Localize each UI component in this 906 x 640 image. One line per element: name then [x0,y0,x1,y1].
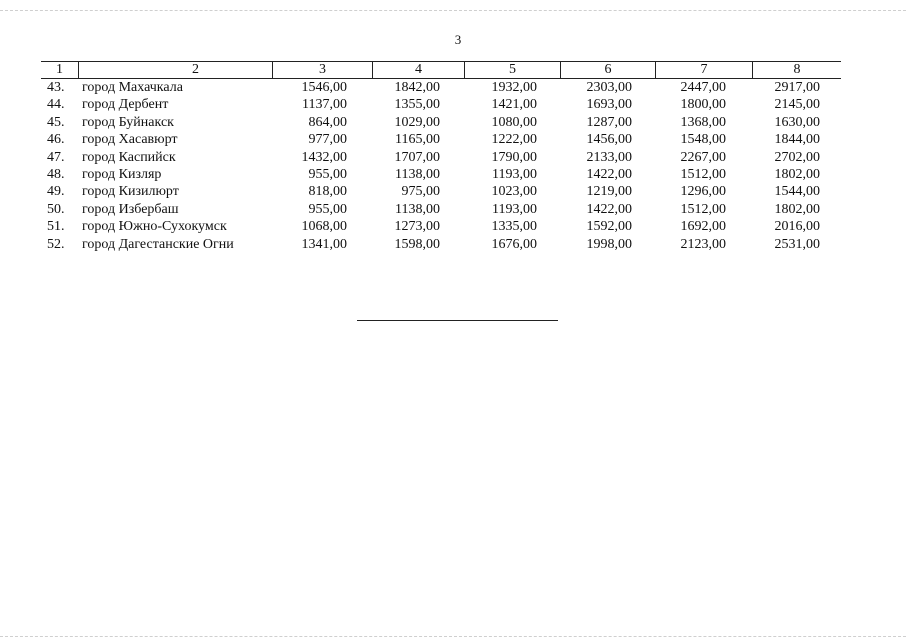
value-col-8: 2016,00 [774,219,820,235]
value-col-7: 1296,00 [680,184,726,200]
column-header-5: 5 [464,62,560,78]
value-col-6: 1422,00 [586,201,632,217]
row-number: 48. [47,166,65,182]
row-number: 45. [47,114,65,130]
column-header-4: 4 [372,62,464,78]
value-col-7: 2267,00 [680,149,726,165]
value-col-8: 1630,00 [774,114,820,130]
table-row [41,201,841,218]
page-number: 3 [454,32,462,47]
value-col-6: 2133,00 [586,149,632,165]
value-col-8: 2531,00 [774,236,820,252]
document-end-line [357,320,558,321]
value-col-7: 1512,00 [680,201,726,217]
tariff-table [41,61,841,253]
row-number: 47. [47,149,65,165]
row-number: 50. [47,201,65,217]
table-row [41,96,841,113]
value-col-3: 818,00 [308,184,347,200]
value-col-3: 977,00 [308,132,347,148]
table-row [41,166,841,183]
value-col-8: 2917,00 [774,80,820,95]
municipality-name: город Кизляр [82,166,162,182]
table-row [41,218,841,235]
value-col-6: 1592,00 [586,219,632,235]
value-col-7: 2447,00 [680,80,726,95]
value-col-4: 1165,00 [395,132,440,148]
column-header-8: 8 [752,62,841,78]
column-header-1: 1 [56,62,63,77]
municipality-name: город Кизилюрт [82,184,179,200]
column-header-2: 2 [78,62,312,78]
value-col-3: 864,00 [308,114,347,130]
value-col-5: 1932,00 [491,80,537,95]
value-col-6: 1219,00 [586,184,632,200]
row-number: 46. [47,132,65,148]
row-number: 43. [47,80,65,95]
scan-edge-top [0,10,906,12]
column-header-7: 7 [655,62,752,78]
value-col-5: 1421,00 [491,97,537,113]
value-col-3: 1137,00 [302,97,347,113]
table-row [41,149,841,166]
value-col-3: 1068,00 [301,219,347,235]
value-col-7: 2123,00 [680,236,726,252]
value-col-8: 2702,00 [774,149,820,165]
municipality-name: город Махачкала [82,80,183,95]
value-col-8: 1802,00 [774,166,820,182]
value-col-3: 1341,00 [301,236,347,252]
value-col-5: 1193,00 [492,201,537,217]
value-col-7: 1692,00 [680,219,726,235]
value-col-8: 1802,00 [774,201,820,217]
value-col-6: 1287,00 [586,114,632,130]
value-col-7: 1800,00 [680,97,726,113]
value-col-5: 1222,00 [491,132,537,148]
scan-edge-bottom [0,636,906,638]
municipality-name: город Дагестанские Огни [82,236,234,252]
value-col-4: 1355,00 [394,97,440,113]
row-number: 51. [47,219,65,235]
value-col-5: 1080,00 [491,114,537,130]
table-body [41,79,841,253]
row-number: 52. [47,236,65,252]
value-col-6: 2303,00 [586,80,632,95]
value-col-3: 955,00 [308,166,347,182]
value-col-8: 2145,00 [774,97,820,113]
value-col-8: 1844,00 [774,132,820,148]
table-row [41,79,841,96]
value-col-5: 1790,00 [491,149,537,165]
column-header-6: 6 [560,62,655,78]
value-col-6: 1422,00 [586,166,632,182]
municipality-name: город Дербент [82,97,169,113]
value-col-4: 1138,00 [395,166,440,182]
table-row [41,183,841,200]
municipality-name: город Буйнакск [82,114,174,130]
value-col-7: 1512,00 [680,166,726,182]
municipality-name: город Хасавюрт [82,132,178,148]
value-col-7: 1368,00 [680,114,726,130]
value-col-8: 1544,00 [774,184,820,200]
table-row [41,236,841,253]
value-col-4: 975,00 [401,184,440,200]
row-number: 49. [47,184,65,200]
value-col-6: 1693,00 [586,97,632,113]
municipality-name: город Каспийск [82,149,176,165]
value-col-5: 1335,00 [491,219,537,235]
value-col-5: 1193,00 [492,166,537,182]
value-col-6: 1998,00 [586,236,632,252]
value-col-3: 1432,00 [301,149,347,165]
row-number: 44. [47,97,65,113]
value-col-5: 1676,00 [491,236,537,252]
value-col-4: 1842,00 [394,80,440,95]
table-row [41,131,841,148]
value-col-4: 1029,00 [394,114,440,130]
value-col-5: 1023,00 [491,184,537,200]
value-col-3: 955,00 [308,201,347,217]
value-col-4: 1598,00 [394,236,440,252]
column-header-3: 3 [272,62,372,78]
table-row [41,114,841,131]
municipality-name: город Избербаш [82,201,179,217]
value-col-4: 1707,00 [394,149,440,165]
value-col-4: 1273,00 [394,219,440,235]
value-col-6: 1456,00 [586,132,632,148]
value-col-4: 1138,00 [395,201,440,217]
value-col-3: 1546,00 [301,80,347,95]
municipality-name: город Южно-Сухокумск [82,219,227,235]
value-col-7: 1548,00 [680,132,726,148]
table-header-row [41,61,841,79]
